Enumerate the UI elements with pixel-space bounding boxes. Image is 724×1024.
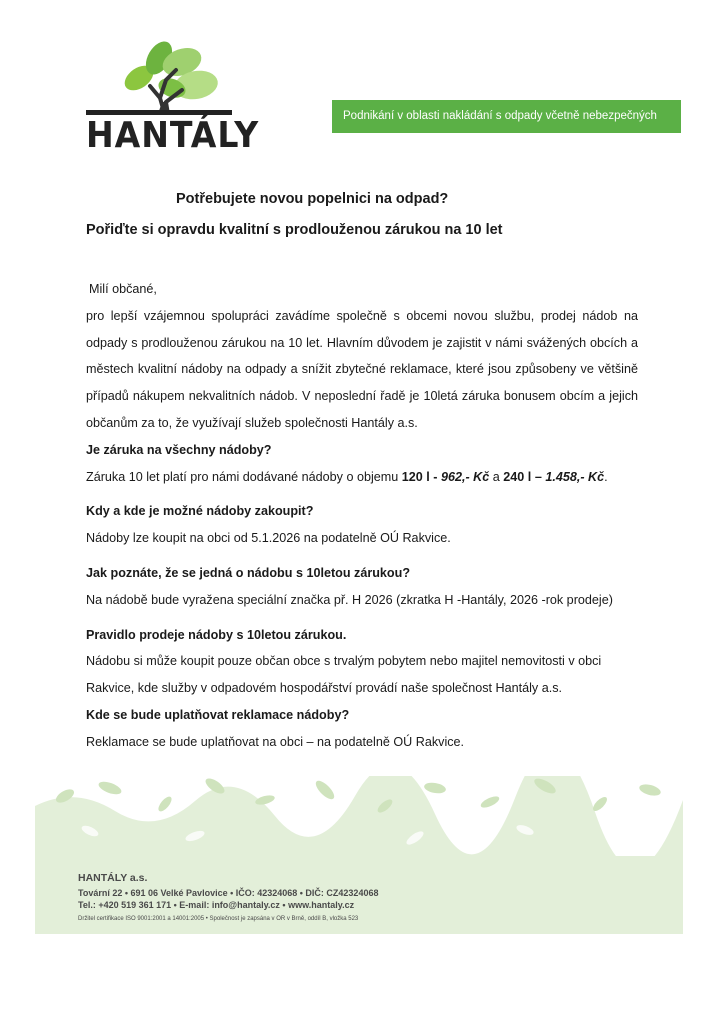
question-sale-rule: Pravidlo prodeje nádoby s 10letou zárukou. [86,627,347,642]
answer-identify: Na nádobě bude vyražena speciální značka př. H 2026 (zkratka H -Hantály, 2026 -rok prodeje) [86,592,613,607]
answer-sale-rule: Nádobu si může koupit pouze občan obce s trvalým pobytem nebo majitel nemovitosti v obci Rakvice, kde služby v odpadovém hospodářství provádí naše společnost Hantály a.s. [86,654,602,696]
intro-paragraph: pro lepší vzájemnou spolupráci zavádíme společně s obcemi novou službu, prodej nádob na odpady s prodlouženou zárukou na 10 let. Hlavním důvodem je zajistit v námi svážených obcích a městech kvalitní nádoby na odpady a snížit zbytečné reklamace, které jsou způsobeny ve většině případů nákupem nekvalitních nádob. V neposlední řadě je 10letá záruka bonusem obcím a jejich občanům za to, že využívají služeb společnosti Hantály a.s. [86,308,638,430]
question-warranty-all: Je záruka na všechny nádoby? [86,442,272,457]
footer-certification: Držitel certifikace ISO 9001:2001 a 14001:2005 • Společnost je zapsána v OR v Brně, oddíl B, vložka 523 [78,916,359,922]
leaf-pattern-decoration [35,776,683,856]
tagline-banner: Podnikání v oblasti nakládání s odpady včetně nebezpečných [332,100,681,133]
letter-body [86,276,638,756]
question-complaints: Kde se bude uplatňovat reklamace nádoby? [86,707,350,722]
subheadline: Pořiďte si opravdu kvalitní s prodlouženou zárukou na 10 let [86,222,503,238]
greeting: Milí občané, [89,282,157,296]
volume-120: 120 l [401,469,430,484]
price-120: 962,- Kč [440,469,490,484]
headline: Potřebujete novou popelnici na odpad? [176,191,449,207]
footer-address: Tovární 22 • 691 06 Velké Pavlovice • IČO: 42324068 • DIČ: CZ42324068 [78,888,379,898]
footer [35,776,683,934]
volume-240: 240 l [503,469,532,484]
question-identify: Jak poznáte, že se jedná o nádobu s 10letou zárukou? [86,565,411,580]
answer-complaints: Reklamace se bude uplatňovat na obci – na podatelně OÚ Rakvice. [86,734,465,749]
price-240: 1.458,- Kč [545,469,605,484]
question-where-buy: Kdy a kde je možné nádoby zakoupit? [86,504,314,519]
answer-where-buy: Nádoby lze koupit na obci od 5.1.2026 na podatelně OÚ Rakvice. [86,531,451,546]
footer-company: HANTÁLY a.s. [78,872,148,884]
logo-wordmark: HANTÁLY [86,115,260,156]
answer-warranty-all: Záruka 10 let platí pro námi dodávané nádoby o objemu 120 l - 962,- Kč a 240 l – 1.458,- Kč. [86,469,608,484]
footer-contact: Tel.: +420 519 361 171 • E-mail: info@hantaly.cz • www.hantaly.cz [78,900,355,910]
